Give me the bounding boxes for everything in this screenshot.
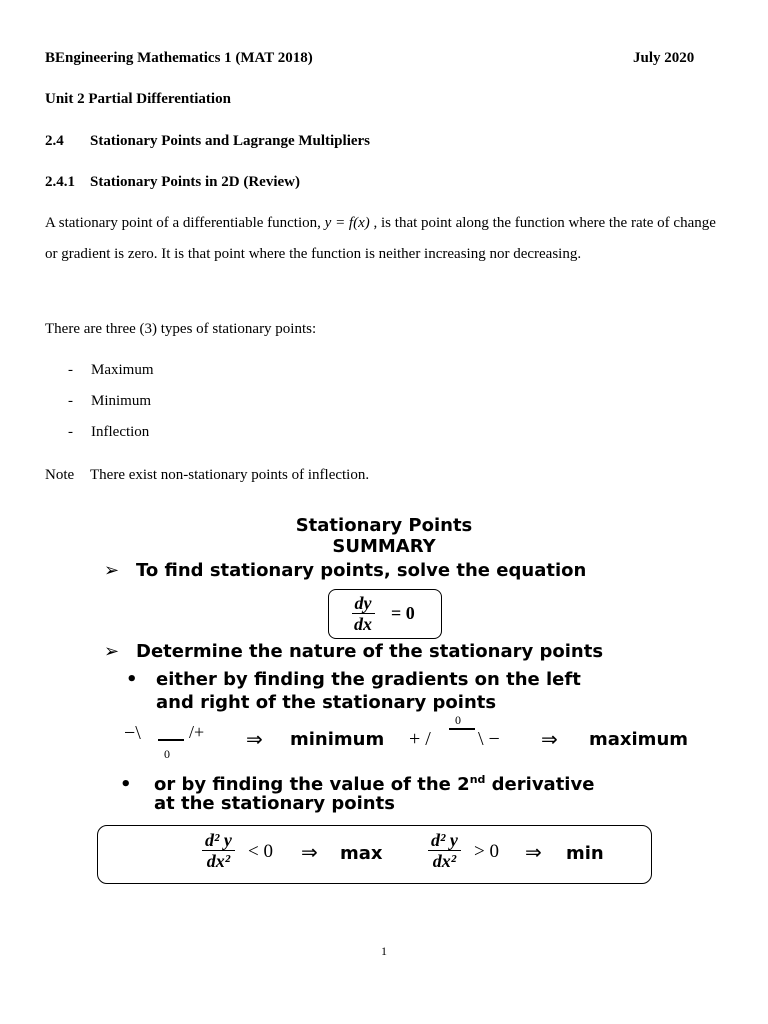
- arrow-bullet-icon: ➢: [104, 641, 120, 662]
- implies-icon: ⇒: [541, 727, 558, 751]
- subsection-number: 2.4.1: [45, 174, 75, 190]
- page-number: 1: [381, 944, 387, 958]
- list-item: [68, 361, 154, 379]
- max-left-slope: + /: [409, 728, 431, 750]
- fraction-denominator: dx: [354, 614, 372, 634]
- d2y-dx2-fraction: [202, 830, 235, 871]
- types-intro: There are three (3) types of stationary points:: [45, 321, 317, 337]
- document-date: July 2020: [633, 50, 695, 66]
- step-find: [104, 559, 586, 583]
- implies-icon: ⇒: [301, 840, 318, 864]
- greater-than-zero: > 0: [474, 841, 499, 862]
- dy-dx-fraction: [351, 593, 375, 634]
- arrow-bullet-icon: ➢: [104, 560, 120, 581]
- intro-text-a: A stationary point of a differentiable function,: [45, 215, 325, 231]
- course-title: BEngineering Mathematics 1 (MAT 2018): [45, 50, 313, 66]
- intro-paragraph: [45, 208, 727, 270]
- max-right-slope: \ −: [478, 728, 500, 750]
- type-maximum: Maximum: [91, 362, 154, 378]
- min-right-slope: /+: [189, 722, 205, 742]
- summary-subtitle: SUMMARY: [332, 536, 436, 557]
- method-gradients: [126, 668, 581, 692]
- method-gradients-line1: either by finding the gradients on the left: [156, 669, 581, 690]
- step-determine-text: Determine the nature of the stationary points: [136, 641, 604, 662]
- dot-bullet-icon: •: [120, 774, 132, 795]
- list-dash: -: [68, 393, 73, 409]
- less-than-zero: < 0: [248, 841, 273, 862]
- list-dash: -: [68, 424, 73, 440]
- summary-title: Stationary Points: [295, 515, 473, 536]
- fraction-numerator: d² y: [202, 830, 235, 851]
- method-gradients-line2: and right of the stationary points: [156, 692, 497, 713]
- note-text: There exist non-stationary points of inflection.: [90, 467, 370, 483]
- method-second-derivative-line2: at the stationary points: [154, 793, 395, 814]
- minimum-label: minimum: [290, 729, 385, 750]
- type-minimum: Minimum: [91, 393, 152, 409]
- maximum-label: maximum: [589, 729, 689, 750]
- section-number: 2.4: [45, 133, 64, 149]
- fraction-denominator: dx²: [206, 851, 231, 871]
- second-derivative-box: [97, 825, 652, 884]
- equation-box: [328, 589, 442, 639]
- min-flat-line: [158, 739, 184, 741]
- note: [45, 466, 369, 484]
- fraction-numerator: d² y: [428, 830, 461, 851]
- fraction-numerator: dy: [352, 593, 375, 614]
- note-label: Note: [45, 467, 75, 483]
- type-inflection: Inflection: [91, 424, 150, 440]
- step-determine: [104, 640, 603, 664]
- implies-icon: ⇒: [525, 840, 542, 864]
- unit-heading: Unit 2 Partial Differentiation: [45, 91, 231, 107]
- d2y-dx2-fraction: [428, 830, 461, 871]
- method2-text-a: or by finding the value of the 2: [154, 774, 470, 795]
- equals-zero: = 0: [391, 603, 415, 623]
- min-short-label: min: [566, 843, 604, 864]
- max-short-label: max: [340, 843, 383, 864]
- section-title: Stationary Points and Lagrange Multipliers: [90, 133, 371, 149]
- intro-text-b: , is that point along the function where the rate of change or gradient is zero. It is that point where the function is neither increasing nor decreasing.: [45, 215, 716, 262]
- subsection-heading: [45, 173, 300, 191]
- method2-text-b: derivative: [485, 774, 595, 795]
- list-dash: -: [68, 362, 73, 378]
- list-item: [68, 423, 149, 441]
- implies-icon: ⇒: [246, 727, 263, 751]
- step-find-text: To find stationary points, solve the equation: [136, 560, 587, 581]
- subsection-title: Stationary Points in 2D (Review): [90, 174, 300, 190]
- fraction-denominator: dx²: [432, 851, 457, 871]
- max-flat-line: [449, 728, 475, 730]
- dot-bullet-icon: •: [126, 669, 138, 690]
- ordinal-superscript: nd: [469, 773, 486, 786]
- section-heading: [45, 132, 370, 150]
- max-zero: 0: [455, 713, 461, 727]
- min-zero: 0: [164, 747, 170, 761]
- min-left-slope: −\: [124, 722, 141, 744]
- function-expression: y = f(x): [324, 215, 370, 231]
- list-item: [68, 392, 151, 410]
